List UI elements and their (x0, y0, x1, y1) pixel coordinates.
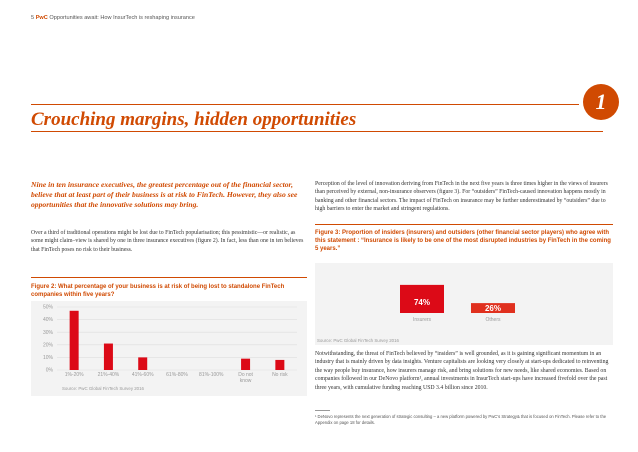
figure2-rule (31, 277, 307, 278)
bar-value-label: 26% (484, 304, 502, 314)
x-tick-label: 81%-100% (199, 372, 224, 378)
figure2-source: Source: PwC Global FinTech Survey 2016 (62, 386, 144, 391)
figure2-chart (31, 301, 307, 396)
x-tick-label: 41%-60% (131, 372, 154, 378)
right-paragraph-1: Perception of the level of innovation deriving from FinTech in the next five years is three times higher in the views of insurers than perceived by external, non-insurance observers (figure 3). For “outsiders” FinTech-caused innovation happens mostly in banking and other financial sectors. The impact of FinTech on insurance may be further underestimated by “outsiders” due to high barriers to enter the market and stringent regulations. (315, 181, 608, 213)
figure3-chart (315, 263, 613, 345)
bar-value-label: 74% (413, 298, 431, 307)
y-tick-label: 50% (42, 304, 53, 311)
page-number: 5 (31, 15, 35, 21)
lead-text: Nine in ten insurance executives, the greatest percentage out of the financial sector, believe that at least part of their business is at risk to FinTech. However, they also see opportunities that the innovative solutions may bring. (31, 180, 298, 209)
left-paragraph: Over a third of traditional operations might be lost due to FinTech popularisation; this pessimistic—or realistic, as some might claim–view is shared by one in three insurance executives (figure 2). In fact, less than one in ten believes that FinTech poses no risk to their business. (31, 230, 304, 253)
footnote: ¹ DeNovo represents the next generation of strategic consulting – a new platform powered by PwC’s Strategy& that is focused on FinTech. Please refer to the Appendix on page 18 for details. (315, 414, 607, 425)
x-tick-label: 21%-40% (97, 372, 120, 378)
bar (138, 357, 147, 370)
header-title: Opportunities await: How InsurTech is reshaping insurance (49, 15, 195, 21)
brand-name: PwC (35, 15, 48, 21)
figure3-rule (315, 224, 613, 225)
footnote-rule (315, 410, 330, 411)
figure2-title: Figure 2: What percentage of your business is at risk of being lost to standalone FinTech companies within five years? (31, 284, 285, 298)
section-title: Crouching margins, hidden opportunities (31, 109, 357, 130)
y-tick-label: 10% (42, 355, 53, 361)
page-header (31, 15, 195, 21)
section-top-rule (31, 104, 579, 105)
figure3-title: Figure 3: Proportion of insiders (insurers) and outsiders (other financial sector players) who agree with this statement : “Insurance is likely to be one of the most disrupted industries by FinTech in the coming 5 years.” (315, 230, 611, 252)
figure3-chart-svg (315, 263, 613, 345)
figure3-source: Source: PwC Global FinTech Survey 2016 (317, 338, 399, 343)
bar (70, 311, 79, 370)
category-label: Insurers (412, 317, 432, 323)
bar (275, 360, 284, 370)
category-label: Others (485, 317, 501, 323)
bar (104, 344, 113, 370)
section-bottom-rule (31, 131, 603, 132)
bar (241, 359, 250, 370)
x-tick-label: know (239, 378, 252, 384)
figure2-chart-svg (31, 301, 307, 396)
y-tick-label: 30% (42, 329, 53, 336)
x-tick-label: 1%-20% (64, 372, 84, 378)
section-number-badge: 1 (583, 84, 619, 120)
x-tick-label: Do not (238, 372, 253, 378)
y-tick-label: 20% (42, 342, 53, 349)
y-tick-label: 40% (42, 317, 53, 324)
x-tick-label: No risk (272, 372, 288, 378)
x-tick-label: 61%-80% (166, 372, 188, 378)
right-paragraph-2: Notwithstanding, the threat of FinTech believed by “insiders” is well grounded, as it is gaining significant momentum in an industry that is mainly driven by data insights. Venture capitalists are looking very closely at start-ups dedicated to reinventing the way people buy insurance, how insurers manage risk, and bring solutions for new needs, like shared economies. Based on companies followed in our DeNovo platform¹, annual investments in InsurTech start-ups have increased fivefold over the past three years, with cumulative funding reaching USD 3.4 billion since 2010. (315, 351, 609, 391)
y-tick-label: 0% (45, 367, 53, 374)
